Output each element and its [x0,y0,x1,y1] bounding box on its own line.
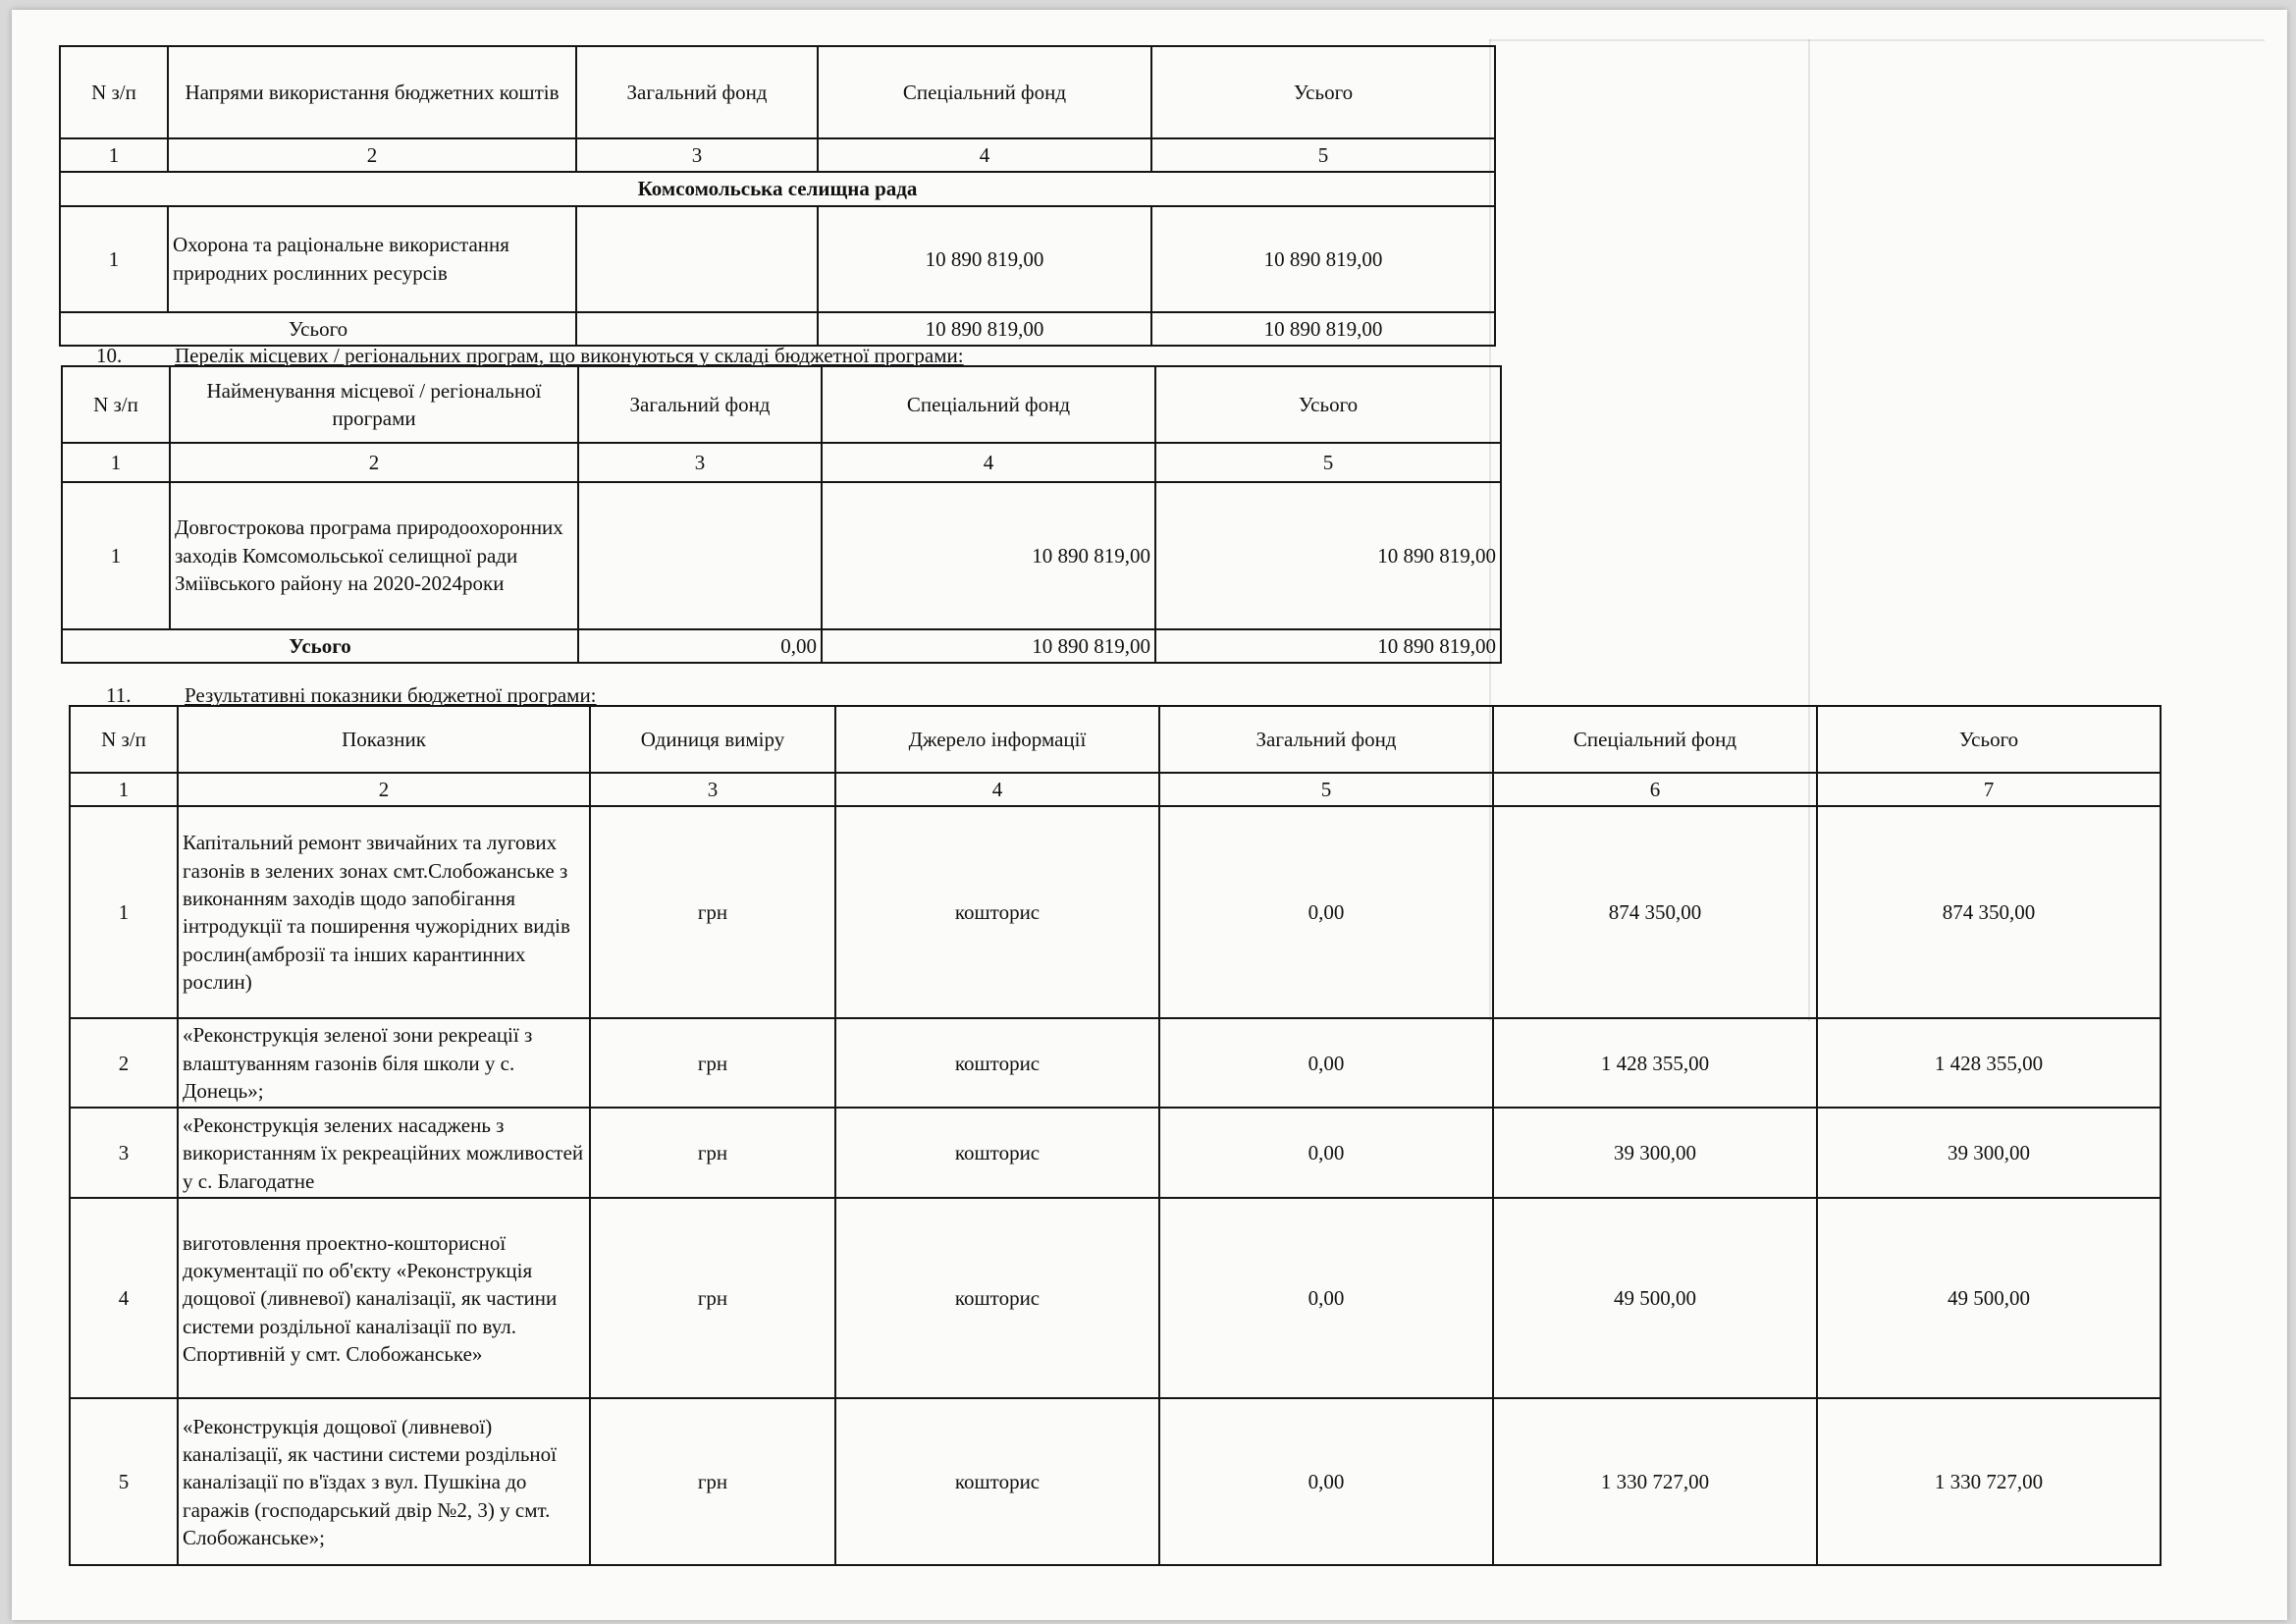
column-number: 4 [835,773,1159,806]
column-number: 1 [70,773,178,806]
header-indicator: Показник [178,706,590,773]
header-special-fund: Спеціальний фонд [1493,706,1817,773]
row-direction-name: Охорона та раціональне використання природних рослинних ресурсів [168,206,576,312]
row-special-fund: 39 300,00 [1493,1108,1817,1198]
column-number: 1 [60,138,168,172]
column-number: 2 [178,773,590,806]
row-total: 39 300,00 [1817,1108,2161,1198]
section-number: 11. [106,683,132,707]
column-number: 3 [576,138,818,172]
row-total: 10 890 819,00 [1151,206,1495,312]
total-row [62,629,1501,663]
row-number: 5 [70,1398,178,1565]
column-number: 3 [590,773,835,806]
column-number: 2 [168,138,576,172]
performance-indicators-table [69,705,2162,1566]
row-special-fund: 874 350,00 [1493,806,1817,1018]
row-source: кошторис [835,1398,1159,1565]
column-number: 6 [1493,773,1817,806]
row-total: 1 428 355,00 [1817,1018,2161,1108]
column-number: 5 [1159,773,1493,806]
table-row [70,1198,2161,1398]
row-indicator: «Реконструкція зелених насаджень з використанням їх рекреаційних можливостей у с. Благодатне [178,1108,590,1198]
header-general-fund: Загальний фонд [578,366,822,443]
row-general-fund: 0,00 [1159,1108,1493,1198]
row-unit: грн [590,1398,835,1565]
group-title: Комсомольська селищна рада [60,172,1495,205]
row-unit: грн [590,1198,835,1398]
row-program-name: Довгострокова програма природоохоронних заходів Комсомольської селищної ради Зміївського району на 2020-2024роки [170,482,578,629]
row-general-fund: 0,00 [1159,1018,1493,1108]
column-number: 4 [818,138,1151,172]
budget-directions-table [59,45,1496,347]
row-number: 3 [70,1108,178,1198]
header-directions: Напрями використання бюджетних коштів [168,46,576,138]
table-row [62,482,1501,629]
row-general-fund [578,482,822,629]
row-special-fund: 49 500,00 [1493,1198,1817,1398]
header-total: Усього [1817,706,2161,773]
row-indicator: «Реконструкція зеленої зони рекреації з влаштуванням газонів біля школи у с. Донець»; [178,1018,590,1108]
column-number: 7 [1817,773,2161,806]
header-number: N з/п [62,366,170,443]
total-label: Усього [60,312,576,346]
row-source: кошторис [835,806,1159,1018]
total-special-fund: 10 890 819,00 [822,629,1155,663]
row-special-fund: 10 890 819,00 [822,482,1155,629]
total-total: 10 890 819,00 [1151,312,1495,346]
column-number: 3 [578,443,822,482]
header-general-fund: Загальний фонд [576,46,818,138]
row-number: 1 [60,206,168,312]
column-number: 5 [1151,138,1495,172]
row-total: 10 890 819,00 [1155,482,1501,629]
total-row [60,312,1495,346]
row-indicator: Капітальний ремонт звичайних та лугових газонів в зелених зонах смт.Слобожанське з виконанням заходів щодо запобігання інтродукції та поширення чужорідних видів рослин(амброзії та інших карантинних рослин) [178,806,590,1018]
header-total: Усього [1155,366,1501,443]
column-number: 1 [62,443,170,482]
local-programs-table [61,365,1502,664]
column-number: 2 [170,443,578,482]
row-unit: грн [590,1018,835,1108]
header-general-fund: Загальний фонд [1159,706,1493,773]
row-indicator: «Реконструкція дощової (ливневої) каналізації, як частини системи роздільної каналізації по в'їздах з вул. Пушкіна до гаражів (господарський двір №2, 3) у смт. Слобожанське»; [178,1398,590,1565]
section-title: Перелік місцевих / регіональних програм, що виконуються у складі бюджетної програми: [175,344,964,367]
header-number: N з/п [70,706,178,773]
row-total: 1 330 727,00 [1817,1398,2161,1565]
header-total: Усього [1151,46,1495,138]
section-number: 10. [96,344,123,367]
table-row [60,206,1495,312]
table-row [70,1398,2161,1565]
total-general-fund: 0,00 [578,629,822,663]
row-special-fund: 1 330 727,00 [1493,1398,1817,1565]
row-total: 874 350,00 [1817,806,2161,1018]
row-source: кошторис [835,1198,1159,1398]
total-general-fund [576,312,818,346]
column-number: 5 [1155,443,1501,482]
header-source: Джерело інформації [835,706,1159,773]
row-general-fund: 0,00 [1159,1198,1493,1398]
row-special-fund: 10 890 819,00 [818,206,1151,312]
section-title: Результативні показники бюджетної програми: [185,683,597,707]
row-general-fund: 0,00 [1159,1398,1493,1565]
row-general-fund [576,206,818,312]
table-row [70,806,2161,1018]
row-total: 49 500,00 [1817,1198,2161,1398]
row-unit: грн [590,806,835,1018]
column-number: 4 [822,443,1155,482]
row-source: кошторис [835,1018,1159,1108]
row-number: 2 [70,1018,178,1108]
total-total: 10 890 819,00 [1155,629,1501,663]
total-special-fund: 10 890 819,00 [818,312,1151,346]
total-label: Усього [62,629,578,663]
table-row [70,1018,2161,1108]
row-unit: грн [590,1108,835,1198]
row-special-fund: 1 428 355,00 [1493,1018,1817,1108]
header-special-fund: Спеціальний фонд [818,46,1151,138]
header-program-name: Найменування місцевої / регіональної програми [170,366,578,443]
row-general-fund: 0,00 [1159,806,1493,1018]
row-source: кошторис [835,1108,1159,1198]
header-number: N з/п [60,46,168,138]
document-page [12,10,2287,1620]
row-number: 1 [62,482,170,629]
row-indicator: виготовлення проектно-кошторисної документації по об'єкту «Реконструкція дощової (ливневої) каналізації, як частини системи роздільної каналізації по вул. Спортивній у смт. Слобожанське» [178,1198,590,1398]
header-unit: Одиниця виміру [590,706,835,773]
bleed-through-line [1489,39,2265,41]
row-number: 1 [70,806,178,1018]
header-special-fund: Спеціальний фонд [822,366,1155,443]
row-number: 4 [70,1198,178,1398]
table-row [70,1108,2161,1198]
